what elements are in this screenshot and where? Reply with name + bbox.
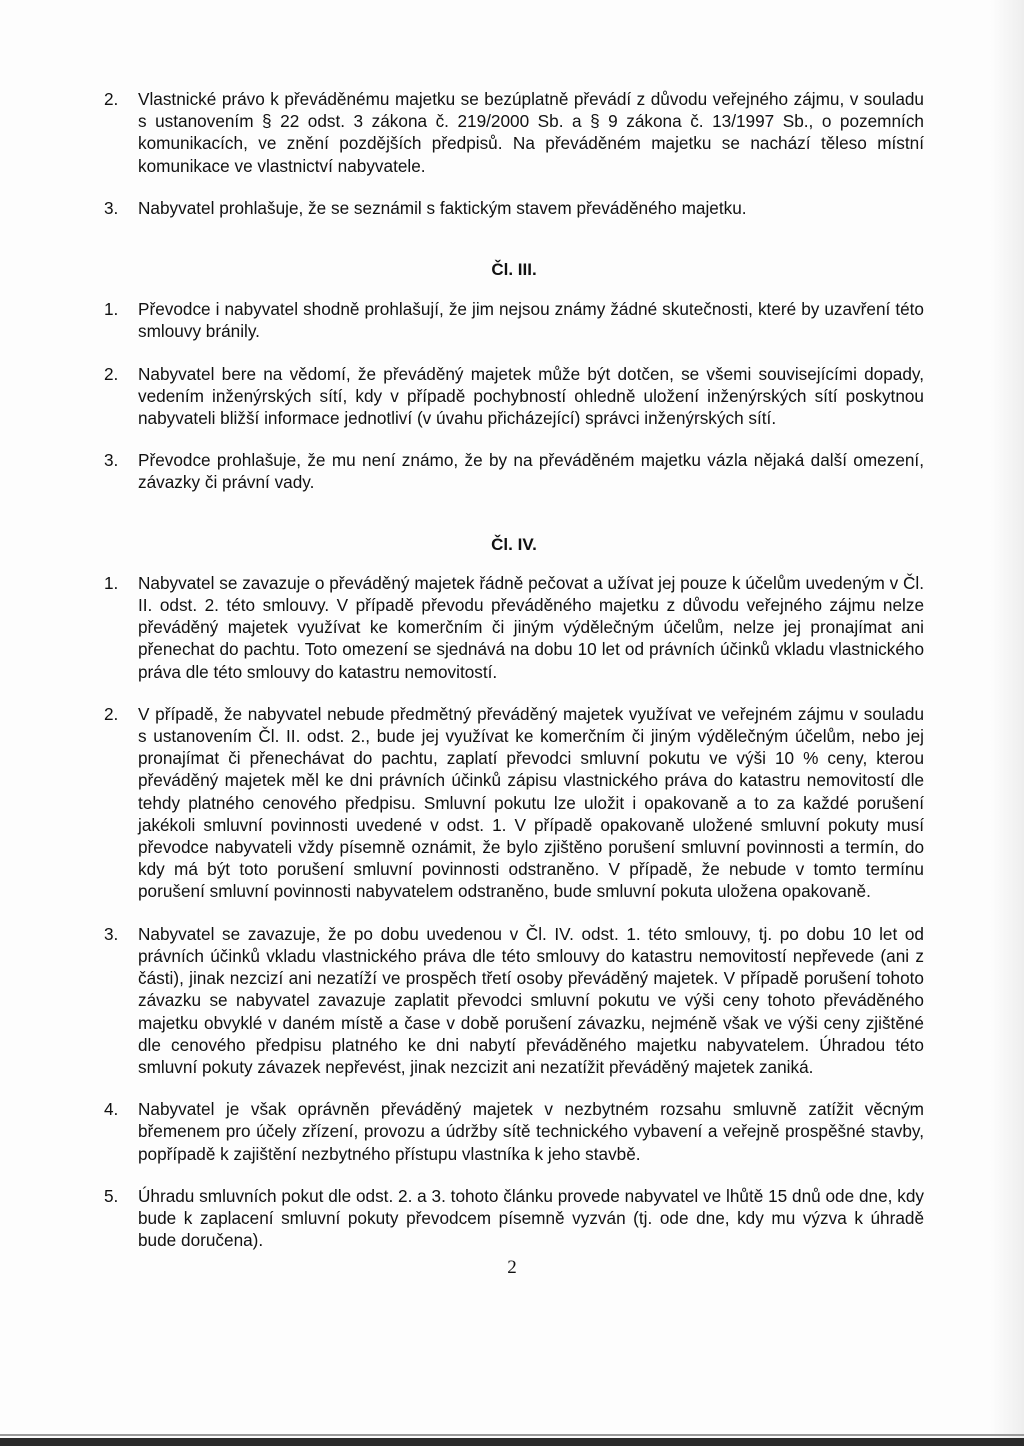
scan-edge-bottom [0,1438,1024,1446]
item-text: Nabyvatel prohlašuje, že se seznámil s faktickým stavem převáděného majetku. [138,197,747,218]
item-number: 1. [104,572,119,593]
item-text: Úhradu smluvních pokut dle odst. 2. a 3. tohoto článku provede nabyvatel ve lhůtě 15 dnů ode dne, kdy bude k zaplacení smluvní pokuty převodcem písemně vyzván (tj. ode dne, kdy mu výzva k úhradě bude doručena). [138,1185,924,1251]
scan-shadow-right [990,0,1024,1446]
item-number: 5. [104,1185,119,1206]
document-body [104,80,924,1281]
item-text: Nabyvatel je však oprávněn převáděný majetek v nezbytném rozsahu smluvně zatížit věcným břemenem pro účely zřízení, provozu a údržby sítě technického vybavení a veřejně prospěšné stavby, popřípadě k zajištění nezbytného přístupu vlastníka k jeho stavbě. [138,1099,924,1164]
paragraph-item [104,1098,924,1165]
item-text: Vlastnické právo k převáděnému majetku se bezúplatně převádí z důvodu veřejného zájmu, v souladu s ustanovením § 22 odst. 3 zákona č. 219/2000 Sb. a § 9 zákona č. 13/1997 Sb., o pozemních komunikacích, ve znění pozdějších předpisů. Na převáděném majetku se nachází těleso místní komunikace ve vlastnictví nabyvatele. [138,89,924,176]
paragraph-item [104,197,924,219]
item-number: 2. [104,363,119,384]
item-text: Nabyvatel bere na vědomí, že převáděný majetek může být dotčen, se všemi souvisejícími dopady, vedením inženýrských sítí, kdy v případě pochybností ohledně uložení inženýrských sítí poskytnou nabyvateli bližší informace jednotliví (v úvahu přicházející) správci inženýrských sítí. [138,363,924,429]
page-number: 2 [507,1257,517,1279]
item-text: Nabyvatel se zavazuje o převáděný majetek řádně pečovat a užívat jej pouze k účelům uvedeným v Čl. II. odst. 2. této smlouvy. V případě převodu převáděného majetku z důvodu veřejného zájmu nelze převáděný majetek využívat ke komerčním či jiným výdělečným účelům, nelze jej pronajímat ani přenechat do pachtu. Toto omezení se sjednává na dobu 10 let od právních účinků vkladu vlastnického práva dle této smlouvy do katastru nemovitostí. [138,572,924,682]
item-text: Převodce i nabyvatel shodně prohlašují, že jim nejsou známy žádné skutečnosti, které by uzavření této smlouvy bránily. [138,299,924,342]
paragraph-item [104,88,924,177]
item-number: 3. [104,450,119,471]
paragraph-item [104,298,924,342]
item-number: 2. [104,89,119,109]
article-heading: Čl. IV. [491,534,537,554]
paragraph-item [104,703,924,903]
item-text: V případě, že nabyvatel nebude předmětný převáděný majetek využívat ve veřejném zájmu v souladu s ustanovením Čl. II. odst. 2., bude jej využívat ke komerčním či jiným výdělečným účelům, nebo jej pronajímat či přenechávat do pachtu, zaplatí převodci smluvní pokutu ve výši 10 % ceny, kterou převáděný majetek měl ke dni právních účinků zápisu vlastnického práva do katastru nemovitostí dle tehdy platného cenového předpisu. Smluvní pokutu lze uložit i opakovaně a to za každé porušení jakékoli smluvní povinnosti uvedené v odst. 1. V případě opakovaně uložené smluvní pokuty musí převodce nabyvateli vždy písemně oznámit, že bylo zjištěno porušení smluvní povinnosti a termín, do kdy má být toto porušení smluvní povinnosti odstraněno. V případě, že nebude v tomto termínu porušení smluvní povinnosti nabyvatelem odstraněno, bude smluvní pokuta uložena opakovaně. [138,703,924,902]
paragraph-item [104,449,924,493]
paragraph-item [104,363,924,430]
scan-line-bottom [0,1434,1024,1436]
item-text: Převodce prohlašuje, že mu není známo, že by na převáděném majetku vázla nějaká další omezení, závazky či právní vady. [138,450,924,493]
item-number: 3. [104,197,119,218]
paragraph-item [104,923,924,1078]
item-text: Nabyvatel se zavazuje, že po dobu uvedenou v Čl. IV. odst. 1. této smlouvy, tj. po dobu 10 let od právních účinků vkladu vlastnického práva dle této smlouvy do katastru nemovitostí nepřevede (ani z části), jinak nezcizí ani nezatíží ve prospěch třetí osoby převáděný majetek. V případě porušení tohoto závazku se nabyvatel zavazuje zaplatit převodci smluvní pokutu ve výši ceny tohoto převáděného majetku obvyklé v daném místě a čase v době porušení závazku, nejméně však ve výši ceny zjištěné dle cenového předpisu platného ke dni nabytí převáděného majetku nabyvatelem. Úhradou této smluvní pokuty závazek nepřevést, jinak nezcizit ani nezatížit převáděný majetek zaniká. [138,923,924,1077]
item-number: 1. [104,299,119,320]
paragraph-item [104,1185,924,1252]
paragraph-item [104,572,924,683]
item-number: 3. [104,923,119,944]
item-number: 4. [104,1099,119,1120]
article-heading: Čl. III. [491,260,537,280]
item-number: 2. [104,703,119,724]
